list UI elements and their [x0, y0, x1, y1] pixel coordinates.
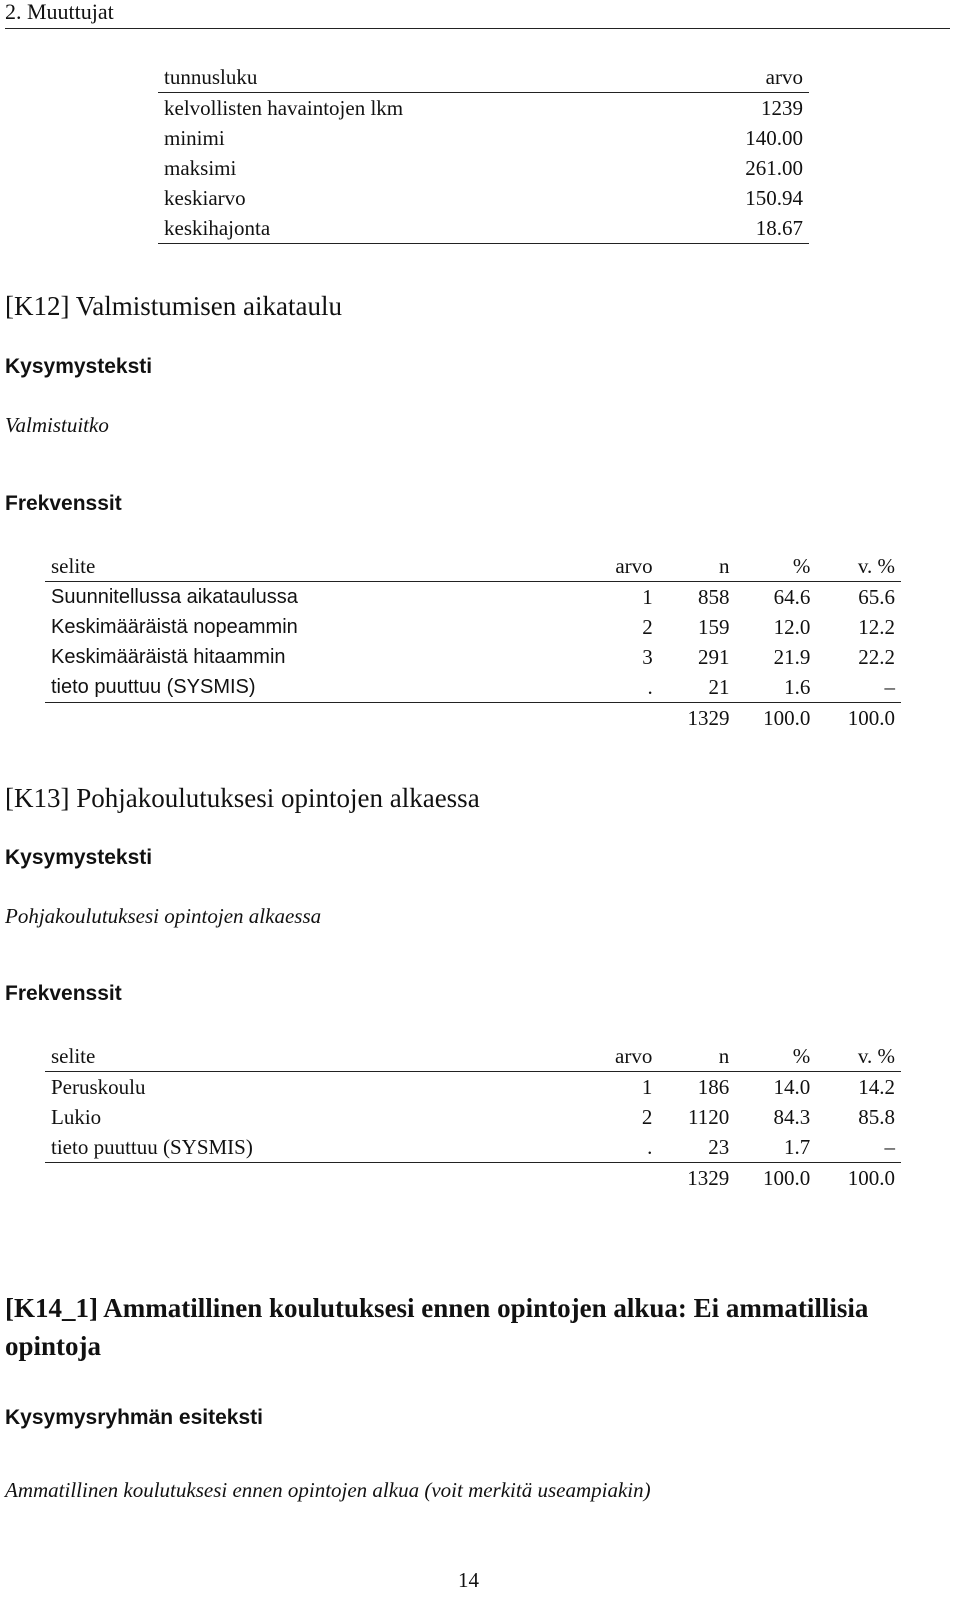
table-row [45, 672, 901, 703]
table-row [45, 1102, 901, 1132]
question-label-k13: Kysymysteksti [5, 846, 153, 869]
row-percent: 64.6 [773, 585, 811, 609]
row-label: Keskimääräistä nopeammin [51, 616, 298, 638]
row-valid-percent: 65.6 [858, 585, 895, 609]
section-title-k12: [K12] Valmistumisen aikataulu [5, 291, 342, 321]
group-label-k14: Kysymysryhmän esiteksti [5, 1406, 263, 1429]
total-percent: 100.0 [762, 1166, 811, 1190]
row-arvo: . [597, 672, 658, 703]
stats-label: maksimi [164, 156, 237, 180]
col-header-valid-percent: v. % [816, 1041, 901, 1072]
stats-label: keskiarvo [164, 186, 246, 210]
row-arvo: 3 [642, 645, 653, 669]
question-text-k12: Valmistuitko [5, 413, 109, 437]
row-label: Keskimääräistä hitaammin [51, 646, 286, 668]
table-row [45, 1072, 901, 1103]
frequency-table-k13 [45, 1041, 901, 1193]
row-label: Lukio [51, 1105, 102, 1129]
row-valid-percent: 22.2 [858, 645, 895, 669]
total-percent: 100.0 [763, 706, 811, 730]
col-header-arvo: arvo [597, 551, 658, 582]
stats-value: 1239 [761, 96, 803, 120]
row-arvo: 1 [642, 585, 653, 609]
total-n: 1329 [687, 1166, 730, 1190]
stats-value: 140.00 [745, 126, 803, 150]
row-percent: 14.0 [773, 1075, 811, 1099]
table-row [158, 213, 809, 244]
row-n: 21 [659, 672, 736, 703]
row-n: 186 [697, 1075, 730, 1099]
row-percent: 21.9 [773, 645, 811, 669]
row-percent: 1.6 [735, 672, 816, 703]
col-header-percent: % [735, 1041, 816, 1072]
row-percent: 12.0 [773, 615, 811, 639]
table-row [158, 153, 809, 183]
row-valid-percent: 85.8 [858, 1105, 895, 1129]
row-percent: 1.7 [735, 1132, 816, 1163]
row-label: Peruskoulu [51, 1075, 146, 1099]
col-header-n: n [658, 1041, 735, 1072]
section-title-k13: [K13] Pohjakoulutuksesi opintojen alkaessa [5, 783, 480, 813]
header-title: 2. Muuttujat [5, 0, 114, 24]
col-header-percent: % [735, 551, 816, 582]
col-header-n: n [659, 551, 736, 582]
group-text-k14: Ammatillinen koulutuksesi ennen opintojen alkua (voit merkitä useampiakin) [5, 1478, 651, 1502]
row-valid-percent: – [816, 672, 901, 703]
col-header-valid-percent: v. % [816, 551, 901, 582]
table-row [158, 123, 809, 153]
totals-row [45, 1163, 901, 1194]
page-number: 14 [458, 1568, 479, 1592]
row-n: 858 [697, 585, 730, 609]
stats-value: 261.00 [745, 156, 803, 180]
row-valid-percent: 14.2 [858, 1075, 895, 1099]
stats-value: 150.94 [745, 186, 803, 210]
row-n: 23 [658, 1132, 735, 1163]
row-label: tieto puuttuu (SYSMIS) [45, 1132, 597, 1163]
statistics-table [158, 62, 809, 244]
row-label: tieto puuttuu (SYSMIS) [45, 672, 597, 703]
table-row [158, 183, 809, 213]
row-arvo: 2 [642, 615, 653, 639]
frequency-label-k13: Frekvenssit [5, 982, 122, 1005]
total-n: 1329 [687, 706, 730, 730]
stats-value: 18.67 [570, 213, 809, 244]
col-header-selite: selite [45, 551, 597, 582]
frequency-label-k12: Frekvenssit [5, 492, 122, 515]
table-row [45, 612, 901, 642]
row-valid-percent: 12.2 [858, 615, 895, 639]
col-header-arvo: arvo [597, 1041, 658, 1072]
col-header-selite: selite [45, 1041, 597, 1072]
row-valid-percent: – [816, 1132, 901, 1163]
row-arvo: . [597, 1132, 658, 1163]
table-row [45, 642, 901, 672]
total-valid-percent: 100.0 [847, 1166, 895, 1190]
stats-header-value: arvo [570, 62, 809, 93]
section-title-k14: [K14_1] Ammatillinen koulutuksesi ennen opintojen alkua: Ei ammatillisia opintoja [5, 1293, 869, 1361]
frequency-table-k12 [45, 551, 901, 733]
row-arvo: 2 [641, 1105, 653, 1129]
row-n: 1120 [688, 1105, 730, 1129]
row-label: Suunnitellussa aikataulussa [51, 586, 298, 608]
row-arvo: 1 [641, 1075, 653, 1099]
row-n: 159 [697, 615, 730, 639]
table-row [45, 582, 901, 613]
total-valid-percent: 100.0 [847, 706, 895, 730]
table-row [158, 93, 809, 124]
row-n: 291 [697, 645, 730, 669]
stats-label: minimi [164, 126, 225, 150]
row-percent: 84.3 [773, 1105, 811, 1129]
stats-header-label: tunnusluku [158, 62, 570, 93]
table-row [45, 1132, 901, 1163]
stats-label: kelvollisten havaintojen lkm [164, 96, 404, 120]
question-text-k13: Pohjakoulutuksesi opintojen alkaessa [5, 904, 322, 928]
stats-label: keskihajonta [158, 213, 570, 244]
totals-row [45, 703, 901, 734]
question-label-k12: Kysymysteksti [5, 355, 153, 378]
running-header [5, 0, 950, 29]
